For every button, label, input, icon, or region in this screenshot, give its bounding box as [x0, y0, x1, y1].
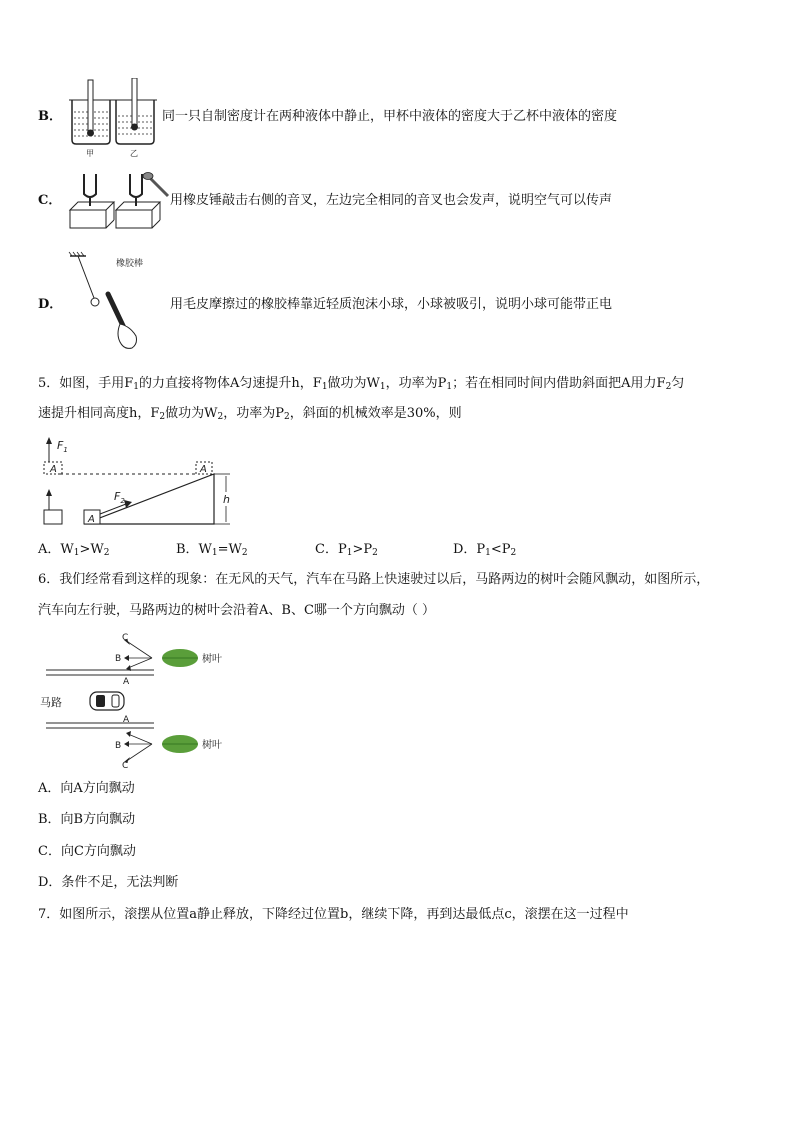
label-b-bottom: B [115, 741, 122, 751]
option-b-text: 同一只自制密度计在两种液体中静止，甲杯中液体的密度大于乙杯中液体的密度 [162, 109, 618, 124]
label-c-top: C [122, 633, 129, 643]
q6-option-d: D．条件不足，无法判断 [38, 875, 179, 890]
density-meter-figure [64, 78, 159, 160]
label-a-bottom: A [123, 715, 130, 725]
road-label: 马路 [40, 696, 62, 709]
leaf-label-bottom: 树叶 [202, 740, 222, 751]
incline-figure [38, 434, 248, 528]
beaker-label-yi: 乙 [130, 149, 138, 158]
beaker-label-jia: 甲 [86, 149, 94, 158]
q5-option-b: B．$W_1=W_2$ [176, 542, 248, 558]
q5-line1: 5．如图，手用$F_1$的力直接将物体A匀速提升h，$F_1$做功为$W_1$，功率为$P_1$；若在相同时间内借助斜面把A用力$F_2$匀 [38, 376, 685, 392]
q5-option-a: A．$W_1>W_2$ [38, 542, 110, 558]
charged-rod-figure [64, 250, 169, 355]
label-c-bottom: C [122, 761, 129, 768]
label-a-top: A [123, 677, 130, 687]
q5-option-d: D．$P_1<P_2$ [453, 542, 517, 558]
option-c-text: 用橡皮锤敲击右侧的音叉，左边完全相同的音叉也会发声，说明空气可以传声 [170, 193, 613, 208]
q6-option-b: B．向B方向飘动 [38, 812, 136, 827]
option-d-text: 用毛皮摩擦过的橡胶棒靠近轻质泡沫小球，小球被吸引，说明小球可能带正电 [170, 297, 613, 312]
leaf-label-top: 树叶 [202, 654, 222, 665]
f1-label: $F_1$ [57, 439, 68, 454]
f2-label: $F_2$ [114, 490, 125, 505]
q5-option-c: C．$P_1>P_2$ [315, 542, 378, 558]
q6-line1: 6．我们经常看到这样的现象：在无风的天气，汽车在马路上快速驶过以后，马路两边的树叶会随风飘动，如图所示， [38, 572, 710, 587]
height-label: h [223, 493, 230, 506]
q5-line2: 速提升相同高度h，$F_2$做功为$W_2$，功率为$P_2$，斜面的机械效率是30%，则 [38, 406, 462, 422]
q7-text: 7．如图所示，滚摆从位置a静止释放，下降经过位置b，继续下降，再到达最低点c，滚摆在这一过程中 [38, 907, 629, 922]
q6-option-a: A．向A方向飘动 [38, 781, 135, 796]
road-leaf-figure [38, 628, 238, 768]
block-label-top-left: A [50, 464, 57, 475]
block-label-top-right: A [200, 464, 207, 475]
rod-label: 橡胶棒 [116, 259, 144, 269]
q6-line2: 汽车向左行驶，马路两边的树叶会沿着A、B、C哪一个方向飘动（ ） [38, 603, 436, 618]
block-label-incline: A [88, 514, 95, 525]
label-b-top: B [115, 654, 122, 664]
q6-option-c: C．向C方向飘动 [38, 844, 136, 859]
tuning-fork-figure [64, 166, 174, 234]
option-c-letter: C． [38, 193, 62, 208]
option-d-letter: D． [38, 297, 63, 312]
option-b-letter: B． [38, 109, 62, 124]
